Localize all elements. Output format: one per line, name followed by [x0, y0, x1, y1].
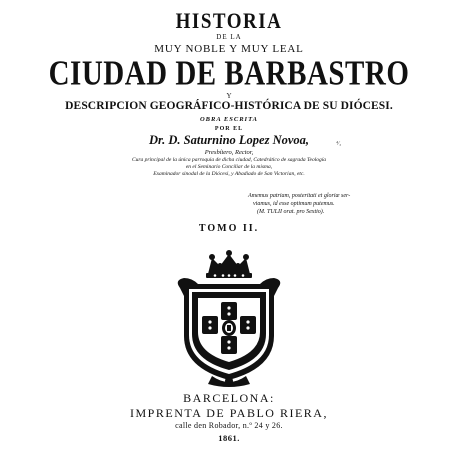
imprint-city: BARCELONA: — [183, 391, 275, 405]
volume-label: TOMO II. — [198, 223, 260, 234]
por-el: POR EL — [214, 126, 244, 132]
title-y: Y — [226, 92, 232, 100]
author-name: Dr. D. Saturnino Lopez Novoa, — [148, 133, 310, 147]
credential-line: Examinador sinodal de la Diócesi, y Abadiado de San Victorian, etc. — [153, 171, 305, 177]
credential-line: Presbítero, Rector, — [204, 149, 254, 156]
crown-icon — [206, 250, 252, 278]
title-de-la: DE LA — [216, 33, 242, 41]
imprint-printer: IMPRENTA DE PABLO RIERA, — [130, 406, 328, 420]
obra-escrita: OBRA ESCRITA — [199, 116, 259, 123]
title-muy-noble: MUY NOBLE Y MUY LEAL — [154, 43, 304, 55]
motto-line: (M. TULII orat. pro Sextio). — [257, 209, 325, 215]
imprint-address: calle den Robador, n.º 24 y 26. — [175, 421, 283, 430]
handwritten-note: ⁴⁄₃ — [336, 141, 342, 147]
title-descripcion: DESCRIPCION GEOGRÁFICO-HISTÓRICA DE SU DIÓCESI. — [65, 100, 393, 112]
motto-line: viamus, id esse optimum putemus. — [253, 201, 335, 207]
coat-of-arms-icon — [172, 250, 286, 390]
title-historia: HISTORIA — [175, 9, 283, 34]
credential-line: Cura principal de la única parroquia de dicha ciudad, Catedrático de sagrada Teología — [131, 157, 327, 163]
title-ciudad: CIUDAD DE BARBASTRO — [48, 54, 410, 94]
credential-line: en el Seminario Conciliar de la misma, — [185, 164, 273, 170]
motto-line: Amemus patriam, posteritati et gloriæ ser- — [248, 193, 351, 199]
imprint-year: 1861. — [218, 433, 240, 443]
